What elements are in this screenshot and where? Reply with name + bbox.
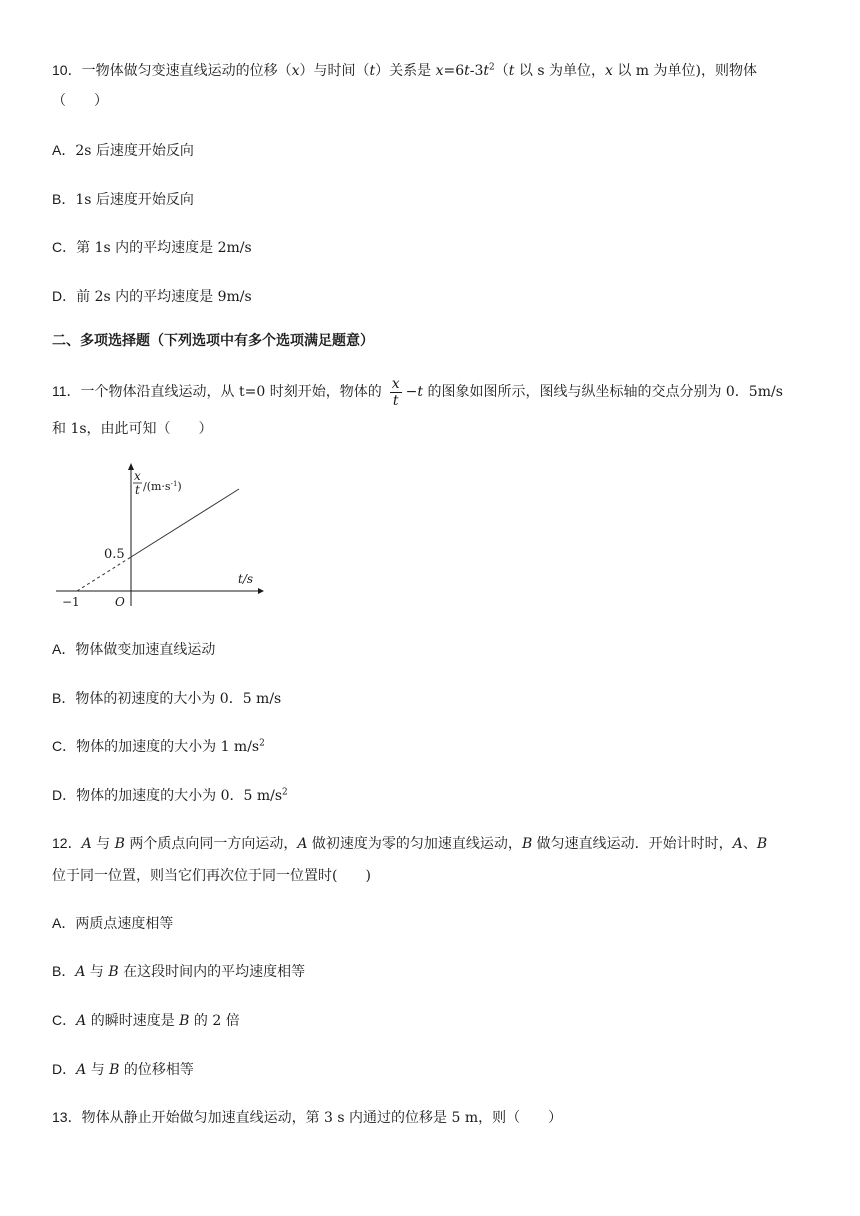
option-text: ．2s 后速度开始反向: [61, 143, 194, 159]
option-text: ．物体的加速度的大小为 0．5 m/s: [62, 788, 283, 804]
y-label-close: ): [177, 480, 182, 493]
var-A: A: [76, 1062, 87, 1078]
option-letter: B: [52, 963, 62, 979]
q10-option-c[interactable]: [52, 237, 252, 258]
y-intercept-label: 0.5: [104, 547, 125, 562]
y-label-denominator: t: [135, 483, 140, 497]
var-A: A: [81, 836, 92, 852]
q12-stem-line2: 位于同一位置，则当它们再次位于同一位置时( ): [52, 868, 371, 884]
var-B: B: [108, 964, 119, 980]
q12-text: 做初速度为零的匀加速直线运动，: [307, 836, 522, 852]
x-axis-arrow: [258, 588, 264, 594]
var-B: B: [179, 1013, 190, 1029]
option-letter: D: [52, 787, 63, 803]
var-t: t: [369, 63, 376, 79]
option-letter: A: [52, 915, 62, 931]
option-text: ．前 2s 内的平均速度是 9m/s: [62, 289, 252, 305]
q12-option-d[interactable]: [52, 1059, 194, 1080]
q10-option-d[interactable]: [52, 286, 252, 307]
var-A: A: [76, 1013, 87, 1029]
option-letter: D: [52, 288, 63, 304]
q12-text: 、: [742, 836, 757, 852]
option-letter: B: [52, 191, 62, 207]
option-text: 的位移相等: [119, 1062, 194, 1078]
q11-text: 的图象如图所示，图线与纵坐标轴的交点分别为 0．5m/s: [423, 384, 783, 400]
x-axis-label: t/s: [238, 572, 254, 586]
q12-option-a[interactable]: [52, 913, 173, 934]
q13-text: ．物体从静止开始做匀加速直线运动，第 3 s 内通过的位移是 5 m，则（ ）: [67, 1110, 563, 1126]
var-x: x: [604, 63, 613, 79]
formula: t: [464, 63, 470, 79]
option-text: ．1s 后速度开始反向: [61, 192, 194, 208]
fraction-numerator: x: [391, 375, 400, 392]
q11-option-c[interactable]: [52, 736, 265, 757]
minus-sign: −: [405, 384, 418, 400]
option-letter: A: [52, 641, 62, 657]
option-letter: D: [52, 1061, 63, 1077]
var-A: A: [297, 836, 308, 852]
option-text: ．: [62, 1062, 77, 1078]
formula: t: [483, 63, 490, 79]
origin-label: O: [115, 595, 125, 609]
var-B: B: [114, 836, 125, 852]
q12-text: 与: [91, 836, 115, 852]
option-text: 与: [86, 1062, 110, 1078]
option-text: ．物体做变加速直线运动: [61, 642, 216, 658]
var-x: x: [291, 63, 300, 79]
q12-option-c[interactable]: [52, 1010, 240, 1031]
q10-text: 以 m 为单位)，则物体: [612, 63, 757, 79]
fraction-x-over-t: [390, 376, 402, 409]
q11-number: 11: [52, 383, 67, 399]
option-letter: A: [52, 142, 62, 158]
q10-number: 10: [52, 62, 68, 78]
option-text: ．: [62, 1013, 77, 1029]
fraction-denominator: t: [392, 392, 399, 409]
formula: x: [435, 63, 444, 79]
graph-line: [131, 489, 239, 557]
formula-exponent: 2: [489, 62, 495, 73]
option-text: 的 2 倍: [189, 1013, 240, 1029]
q11-option-b[interactable]: [52, 688, 281, 709]
q12-option-b[interactable]: [52, 961, 305, 982]
q10-text: 以 s 为单位，: [514, 63, 605, 79]
q11-text: ．一个物体沿直线运动，从 t=0 时刻开始，物体的: [66, 384, 382, 400]
formula: -3: [469, 63, 484, 79]
var-B: B: [756, 836, 768, 852]
y-label-exponent: -1: [170, 480, 178, 488]
q11-option-a[interactable]: [52, 639, 215, 660]
option-letter: C: [52, 738, 63, 754]
option-letter: C: [52, 239, 63, 255]
option-letter: B: [52, 690, 62, 706]
var-A: A: [732, 836, 743, 852]
q10-option-a[interactable]: [52, 140, 194, 161]
option-text: ．物体的加速度的大小为 1 m/s: [62, 739, 260, 755]
formula: =6: [443, 63, 465, 79]
option-text: ．第 1s 内的平均速度是 2m/s: [62, 240, 252, 256]
q10-text: ．一物体做匀变速直线运动的位移（: [67, 63, 292, 79]
q13-stem: [52, 1107, 562, 1128]
var-t: t: [508, 63, 515, 79]
q10-option-b[interactable]: [52, 189, 194, 210]
option-text: ．物体的初速度的大小为 0．5 m/s: [61, 691, 282, 707]
option-text: 与: [85, 964, 109, 980]
q12-number: 12: [52, 835, 68, 851]
q11-option-d[interactable]: [52, 785, 288, 806]
unit-exponent: 2: [282, 787, 288, 798]
y-label-numerator: x: [134, 469, 141, 483]
option-text: 在这段时间内的平均速度相等: [118, 964, 306, 980]
q10-text: （: [494, 63, 509, 79]
unit-exponent: 2: [259, 738, 265, 749]
option-letter: C: [52, 1012, 63, 1028]
y-axis-label: [143, 480, 182, 493]
q10-paren: （ ）: [52, 93, 108, 109]
option-text: ．: [61, 964, 76, 980]
q11-stem-line2: 和 1s，由此可知（ ）: [52, 421, 213, 437]
q10-stem: [52, 60, 757, 81]
q12-text: 两个质点向同一方向运动，: [124, 836, 298, 852]
q10-text: ）与时间（: [299, 63, 370, 79]
section-heading: 二、多项选择题（下列选项中有多个选项满足题意）: [52, 332, 374, 348]
y-label-unit: /(m·s: [143, 480, 171, 493]
q12-text: 做匀速直线运动．开始计时时，: [532, 836, 733, 852]
q12-text: ．: [67, 836, 82, 852]
var-A: A: [75, 964, 86, 980]
xt-t-graph: [52, 458, 267, 610]
dashed-extension-line: [77, 557, 131, 591]
x-intercept-label: −1: [62, 595, 80, 609]
q12-stem: [52, 833, 767, 854]
option-text: 的瞬时速度是: [86, 1013, 180, 1029]
option-text: ．两质点速度相等: [61, 916, 174, 932]
q10-text: ）关系是: [375, 63, 432, 79]
var-B: B: [521, 836, 533, 852]
q11-stem: [52, 373, 783, 410]
var-B: B: [109, 1062, 120, 1078]
var-t: t: [417, 384, 423, 400]
q13-number: 13: [52, 1109, 68, 1125]
